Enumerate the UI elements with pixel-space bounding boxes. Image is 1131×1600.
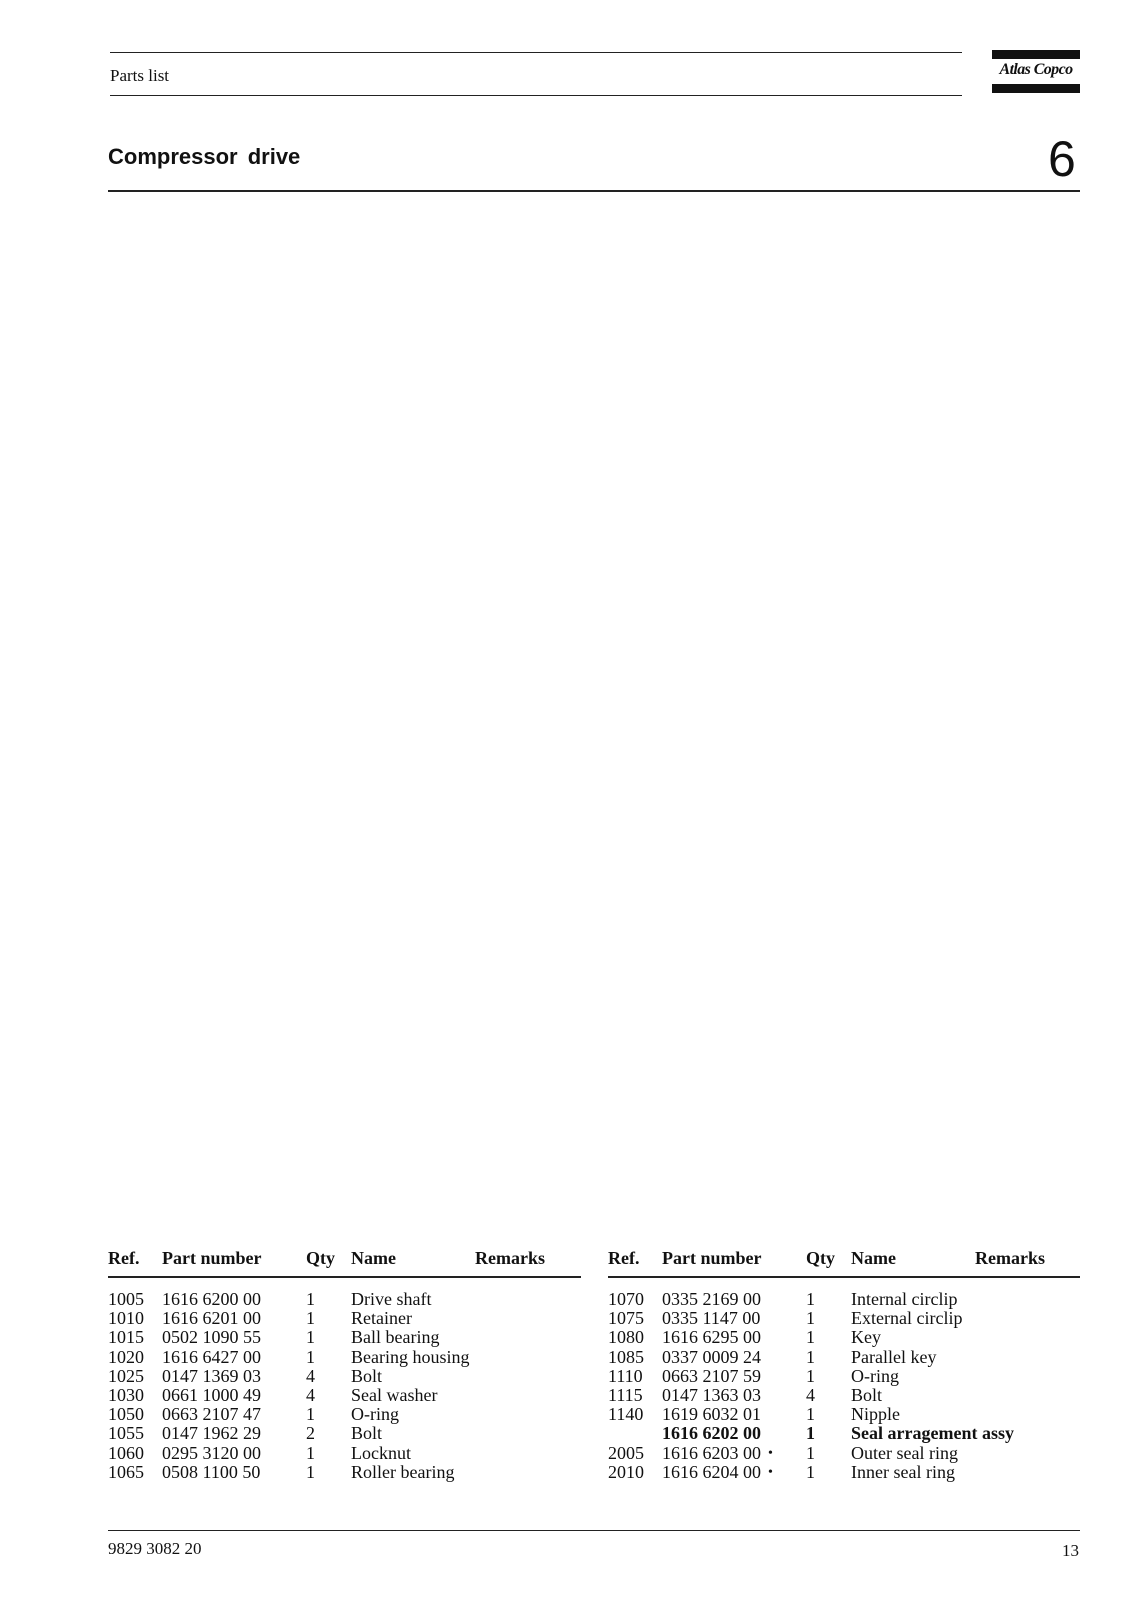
name-cell: External circlip xyxy=(851,1308,963,1329)
qty-cell: 1 xyxy=(306,1289,315,1309)
ref-cell: 1085 xyxy=(608,1346,644,1367)
qty-cell: 1 xyxy=(806,1404,815,1425)
ref-cell: 2010 xyxy=(608,1461,644,1482)
qty-cell: 1 xyxy=(806,1327,815,1348)
ref-cell: 1110 xyxy=(608,1365,643,1386)
header-label: Parts list xyxy=(110,66,170,85)
ref-cell: 1015 xyxy=(108,1327,144,1348)
name-cell: Bolt xyxy=(351,1365,383,1386)
qty-cell: 2 xyxy=(306,1423,315,1444)
name-cell: Outer seal ring xyxy=(851,1442,958,1463)
qty-cell: 1 xyxy=(306,1346,315,1367)
part-number-cell: 0335 1147 00 xyxy=(662,1308,761,1329)
ref-cell: 1050 xyxy=(108,1404,144,1425)
name-cell: O-ring xyxy=(351,1404,399,1425)
col-ref: Ref. xyxy=(108,1248,140,1268)
part-number-cell: 0663 2107 59 xyxy=(662,1365,761,1386)
col-qty: Qty xyxy=(806,1248,835,1268)
name-cell: O-ring xyxy=(851,1365,899,1386)
marker-cell: • xyxy=(768,1464,773,1480)
name-cell: Inner seal ring xyxy=(851,1461,955,1482)
part-number-cell: 1616 6201 00 xyxy=(162,1308,261,1329)
ref-cell: 1005 xyxy=(108,1289,144,1309)
name-cell: Parallel key xyxy=(851,1346,937,1367)
qty-cell: 1 xyxy=(806,1442,815,1463)
ref-cell: 1020 xyxy=(108,1346,144,1367)
chapter-number: 6 xyxy=(1048,131,1076,187)
name-cell: Seal washer xyxy=(351,1384,438,1405)
col-remarks: Remarks xyxy=(975,1248,1045,1268)
ref-cell: 1080 xyxy=(608,1327,644,1348)
name-cell: Nipple xyxy=(851,1404,900,1425)
name-cell: Bolt xyxy=(851,1384,883,1405)
part-number-cell: 1616 6295 00 xyxy=(662,1327,761,1348)
page-title: Compressor drive xyxy=(108,144,301,169)
part-number-cell: 0663 2107 47 xyxy=(162,1404,261,1425)
name-cell: Locknut xyxy=(351,1442,411,1463)
ref-cell: 1030 xyxy=(108,1384,144,1405)
name-cell: Drive shaft xyxy=(351,1289,432,1309)
ref-cell: 2005 xyxy=(608,1442,644,1463)
qty-cell: 1 xyxy=(806,1461,815,1482)
name-cell: Ball bearing xyxy=(351,1327,440,1348)
header-top-rule xyxy=(110,52,962,53)
title-rule xyxy=(108,190,1080,192)
qty-cell: 1 xyxy=(306,1442,315,1463)
part-number-cell: 1616 6202 00 xyxy=(662,1423,761,1444)
parts-table-left xyxy=(108,1248,581,1482)
part-number-cell: 1619 6032 01 xyxy=(662,1404,761,1425)
part-number-cell: 0147 1369 03 xyxy=(162,1365,261,1386)
name-cell: Seal arragement assy xyxy=(851,1423,1014,1444)
part-number-cell: 0661 1000 49 xyxy=(162,1384,261,1405)
part-number-cell: 1616 6200 00 xyxy=(162,1289,261,1309)
qty-cell: 1 xyxy=(306,1327,315,1348)
part-number-cell: 0147 1363 03 xyxy=(662,1384,761,1405)
name-cell: Roller bearing xyxy=(351,1461,455,1482)
part-number-cell: 1616 6427 00 xyxy=(162,1346,261,1367)
document-number: 9829 3082 20 xyxy=(108,1539,202,1558)
name-cell: Key xyxy=(851,1327,881,1348)
marker-cell: • xyxy=(768,1445,773,1461)
qty-cell: 1 xyxy=(806,1308,815,1329)
qty-cell: 1 xyxy=(306,1404,315,1425)
qty-cell: 1 xyxy=(806,1346,815,1367)
page-number: 13 xyxy=(1062,1541,1079,1560)
qty-cell: 1 xyxy=(806,1365,815,1386)
name-cell: Bolt xyxy=(351,1423,383,1444)
table-header-rule xyxy=(608,1276,1080,1278)
atlas-copco-logo xyxy=(992,50,1080,94)
ref-cell: 1065 xyxy=(108,1461,144,1482)
ref-cell: 1070 xyxy=(608,1289,644,1309)
qty-cell: 4 xyxy=(306,1365,315,1386)
part-number-cell: 0335 2169 00 xyxy=(662,1289,761,1309)
qty-cell: 4 xyxy=(306,1384,315,1405)
ref-cell: 1060 xyxy=(108,1442,144,1463)
col-name: Name xyxy=(851,1248,896,1268)
ref-cell: 1140 xyxy=(608,1404,644,1425)
qty-cell: 1 xyxy=(306,1308,315,1329)
header-bottom-rule xyxy=(110,95,962,96)
qty-cell: 1 xyxy=(806,1423,815,1444)
part-number-cell: 0147 1962 29 xyxy=(162,1423,261,1444)
table-header xyxy=(108,1248,581,1272)
ref-cell: 1055 xyxy=(108,1423,144,1444)
ref-cell: 1025 xyxy=(108,1365,144,1386)
table-header-rule xyxy=(108,1276,581,1278)
part-number-cell: 0508 1100 50 xyxy=(162,1461,261,1482)
col-ref: Ref. xyxy=(608,1248,640,1268)
col-name: Name xyxy=(351,1248,396,1268)
col-part-number: Part number xyxy=(662,1248,762,1268)
name-cell: Bearing housing xyxy=(351,1346,470,1367)
name-cell: Retainer xyxy=(351,1308,412,1329)
part-number-cell: 1616 6204 00 xyxy=(662,1461,761,1482)
ref-cell: 1010 xyxy=(108,1308,144,1329)
qty-cell: 1 xyxy=(806,1289,815,1309)
ref-cell: 1115 xyxy=(608,1384,643,1405)
brand-wordmark: Atlas Copco xyxy=(999,61,1073,78)
ref-cell: 1075 xyxy=(608,1308,644,1329)
col-remarks: Remarks xyxy=(475,1248,545,1268)
part-number-cell: 0295 3120 00 xyxy=(162,1442,261,1463)
part-number-cell: 1616 6203 00 xyxy=(662,1442,761,1463)
qty-cell: 4 xyxy=(806,1384,815,1405)
part-number-cell: 0337 0009 24 xyxy=(662,1346,761,1367)
name-cell: Internal circlip xyxy=(851,1289,958,1309)
part-number-cell: 0502 1090 55 xyxy=(162,1327,261,1348)
footer-rule xyxy=(108,1530,1080,1531)
table-header xyxy=(608,1248,1080,1272)
col-part-number: Part number xyxy=(162,1248,262,1268)
qty-cell: 1 xyxy=(306,1461,315,1482)
parts-table-right xyxy=(608,1248,1080,1482)
col-qty: Qty xyxy=(306,1248,335,1268)
